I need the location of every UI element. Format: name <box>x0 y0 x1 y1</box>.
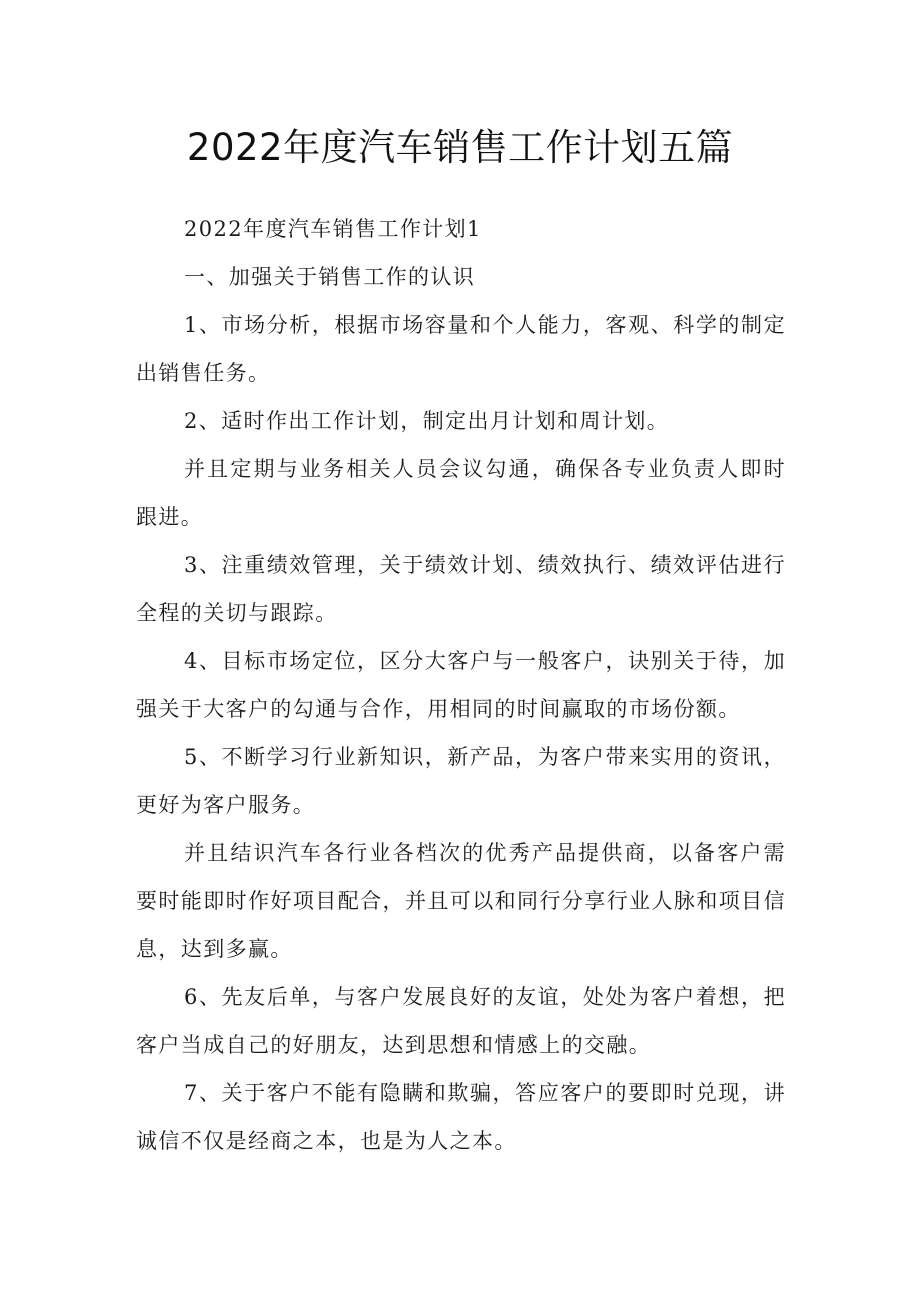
paragraph: 并且结识汽车各行业各档次的优秀产品提供商，以备客户需要时能即时作好项目配合，并且可以和同行分享行业人脉和项目信息，达到多赢。 <box>136 841 786 961</box>
document-title: 2022年度汽车销售工作计划五篇 <box>186 126 734 169</box>
paragraph: 3、注重绩效管理，关于绩效计划、绩效执行、绩效评估进行全程的关切与跟踪。 <box>136 553 786 625</box>
document-body <box>136 205 786 1165</box>
paragraph: 4、目标市场定位，区分大客户与一般客户，诀别关于待，加强关于大客户的勾通与合作，用相同的时间赢取的市场份额。 <box>136 649 786 721</box>
paragraph: 5、不断学习行业新知识，新产品，为客户带来实用的资讯，更好为客户服务。 <box>136 745 786 817</box>
paragraph: 7、关于客户不能有隐瞒和欺骗，答应客户的要即时兑现，讲诚信不仅是经商之本，也是为人之本。 <box>136 1081 786 1153</box>
paragraph-subtitle: 2022年度汽车销售工作计划1 <box>184 217 482 241</box>
paragraph: 并且定期与业务相关人员会议勾通，确保各专业负责人即时跟进。 <box>136 457 786 529</box>
paragraph-section-heading: 一、加强关于销售工作的认识 <box>184 265 476 289</box>
paragraph: 6、先友后单，与客户发展良好的友谊，处处为客户着想，把客户当成自己的好朋友，达到思想和情感上的交融。 <box>136 985 786 1057</box>
paragraph: 2、适时作出工作计划，制定出月计划和周计划。 <box>184 409 670 433</box>
paragraph: 1、市场分析，根据市场容量和个人能力，客观、科学的制定出销售任务。 <box>136 313 786 385</box>
